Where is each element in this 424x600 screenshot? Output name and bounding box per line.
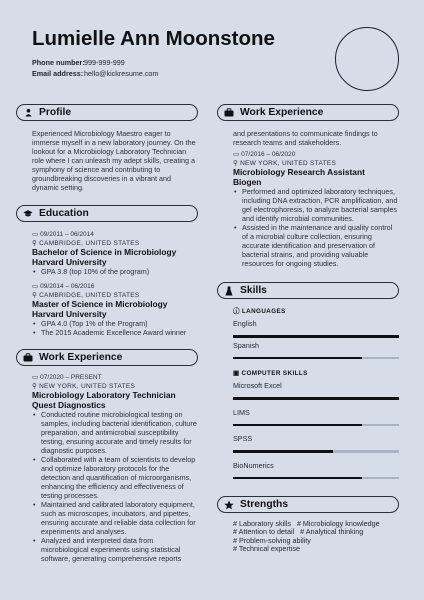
education-location: CAMBRIDGE, UNITED STATES [39, 291, 140, 299]
calendar-icon: ▭ [233, 151, 240, 158]
education-bullet: • GPA 4.0 (Top 1% of the Program) [32, 319, 198, 328]
skill-name: BioNumerics [233, 460, 274, 470]
education-section-header [16, 205, 198, 222]
location-pin-icon: ⚲ [233, 159, 239, 167]
strength-tag: # Problem-solving ability [233, 535, 311, 545]
work-location: NEW YORK, UNITED STATES [39, 382, 136, 390]
education-heading: Education [39, 208, 89, 219]
skill-level-fill [233, 397, 399, 400]
education-school: Harvard University [32, 308, 107, 319]
education-entry [32, 231, 198, 276]
location-pin-icon: ⚲ [32, 291, 38, 299]
skill-level-bar [233, 477, 399, 480]
education-degree: Master of Science in Microbiology [32, 299, 168, 309]
briefcase-icon [224, 108, 234, 118]
work-role: Microbiology Research Assistant [233, 167, 365, 177]
skill-name: Spanish [233, 340, 259, 350]
work-entry [16, 374, 198, 563]
info-icon: ⓘ [233, 308, 240, 315]
work-bullet: • Maintained and calibrated laboratory equipment, such as microscopes, incubators, and pipettes, ensuring accurate and reliable data collection for experiments and analyses. [32, 500, 198, 536]
graduation-cap-icon [23, 209, 33, 219]
education-bullet: • The 2015 Academic Excellence Award winner [32, 328, 198, 337]
work-company: Quest Diagnostics [32, 399, 106, 410]
skill-level-fill [233, 424, 362, 427]
work-bullet: • Analyzed and interpreted data from microbiological experiments using statistical software, generating comprehensive reports [32, 536, 198, 563]
education-dates: 09/2014 – 06/2016 [40, 283, 95, 290]
education-bullet: • GPA 3.8 (top 10% of the program) [32, 267, 198, 276]
work-experience-heading: Work Experience [39, 352, 123, 363]
strength-tag: # Technical expertise [233, 543, 300, 553]
phone-label: Phone number: [32, 58, 85, 67]
location-pin-icon: ⚲ [32, 382, 38, 390]
skill-name: SPSS [233, 434, 253, 443]
skill-level-fill [233, 335, 399, 338]
education-entry [32, 283, 198, 337]
skill-level-fill [233, 357, 362, 360]
skill-level-bar [233, 424, 399, 427]
strength-tag: # Analytical thinking [300, 527, 364, 537]
skills-heading: Skills [240, 285, 267, 296]
left-column [16, 104, 198, 563]
person-icon [23, 108, 33, 118]
education-school: Harvard University [32, 256, 107, 267]
education-list [16, 231, 198, 337]
calendar-icon: ▭ [32, 374, 39, 381]
strength-tag: # Microbiology knowledge [296, 519, 380, 528]
skill-level-fill [233, 477, 362, 480]
contact-info [32, 58, 158, 79]
profile-text: Experienced Microbiology Maestro eager to immerse myself in a new laboratory journey. On the lookout for a Microbiology Laboratory Technician role where I can unleash my adept skills, creating a symphony of science and contributing to groundbreaking discoveries in a vibrant and dynamic setting. [32, 129, 196, 192]
calendar-icon: ▭ [32, 231, 39, 238]
strength-tag: # Attention to detail [233, 527, 295, 537]
skill-level-bar [233, 397, 399, 400]
work-company: Biogen [233, 176, 262, 187]
calendar-icon: ▭ [32, 283, 39, 290]
briefcase-icon [23, 353, 33, 363]
profile-section-header [16, 104, 198, 121]
work-experience-continued-header [217, 104, 399, 121]
skill-level-bar [233, 335, 399, 338]
work-entry [217, 129, 399, 268]
skill-level-bar [233, 357, 399, 360]
candidate-name: Lumielle Ann Moonstone [32, 27, 275, 50]
education-location: CAMBRIDGE, UNITED STATES [39, 239, 140, 247]
work-experience-heading: Work Experience [240, 107, 324, 118]
strengths-list [217, 520, 399, 553]
work-bullet: • Performed and optimized laboratory techniques, including DNA extraction, PCR amplification, and gel electrophoresis, to analyze bacterial samples and identify microbial communities. [233, 187, 399, 223]
skills-list [217, 307, 399, 479]
skill-name: LIMS [233, 407, 250, 417]
right-column [217, 104, 399, 553]
skills-section-header [217, 282, 399, 299]
profile-heading: Profile [39, 107, 72, 118]
languages-label: LANGUAGES [241, 308, 286, 315]
work-location: NEW YORK, UNITED STATES [240, 159, 337, 167]
work-experience-section-header [16, 349, 198, 366]
computer-icon: ▣ [233, 370, 240, 377]
email-value: hello@kickresume.com [84, 68, 159, 78]
strengths-section-header [217, 496, 399, 513]
computer-skills-label: COMPUTER SKILLS [241, 370, 308, 377]
location-pin-icon: ⚲ [32, 239, 38, 247]
star-icon [224, 500, 234, 510]
skill-level-bar [233, 450, 399, 453]
work-role: Microbiology Laboratory Technician [32, 390, 176, 400]
strength-tag: # Laboratory skills [233, 519, 291, 528]
work-dates: 07/2016 – 06/2020 [241, 151, 296, 158]
skill-level-fill [233, 450, 333, 453]
skill-name: Microsoft Excel [233, 381, 282, 390]
work-bullet: • Collaborated with a team of scientists to develop and optimize laboratory protocols for the detection and quantification of microorganisms, enhancing the efficiency and effectiveness of testing processes. [32, 455, 198, 500]
education-dates: 09/2011 – 06/2014 [40, 231, 94, 238]
work-continuation-text: and presentations to communicate findings to research teams and stakeholders. [233, 129, 378, 147]
flask-icon [224, 286, 234, 296]
work-dates: 07/2020 – PRESENT [40, 374, 102, 381]
work-bullet: • Assisted in the maintenance and quality control of a microbial culture collection, ensuring accurate identification and preservation of bacterial strains, and providing valuable resources for ongoing studies. [233, 223, 399, 268]
profile-photo-placeholder [335, 27, 399, 91]
education-degree: Bachelor of Science in Microbiology [32, 247, 177, 257]
phone-value: 999-999-999 [84, 58, 125, 67]
strengths-heading: Strengths [240, 499, 289, 510]
skill-name: English [233, 319, 257, 328]
email-label: Email address: [32, 68, 84, 78]
work-bullet: • Conducted routine microbiological testing on samples, including bacterial identification, culture preparation, and antimicrobial susceptibility testing, ensuring accurate and timely results for diagnostic purposes. [32, 410, 198, 455]
